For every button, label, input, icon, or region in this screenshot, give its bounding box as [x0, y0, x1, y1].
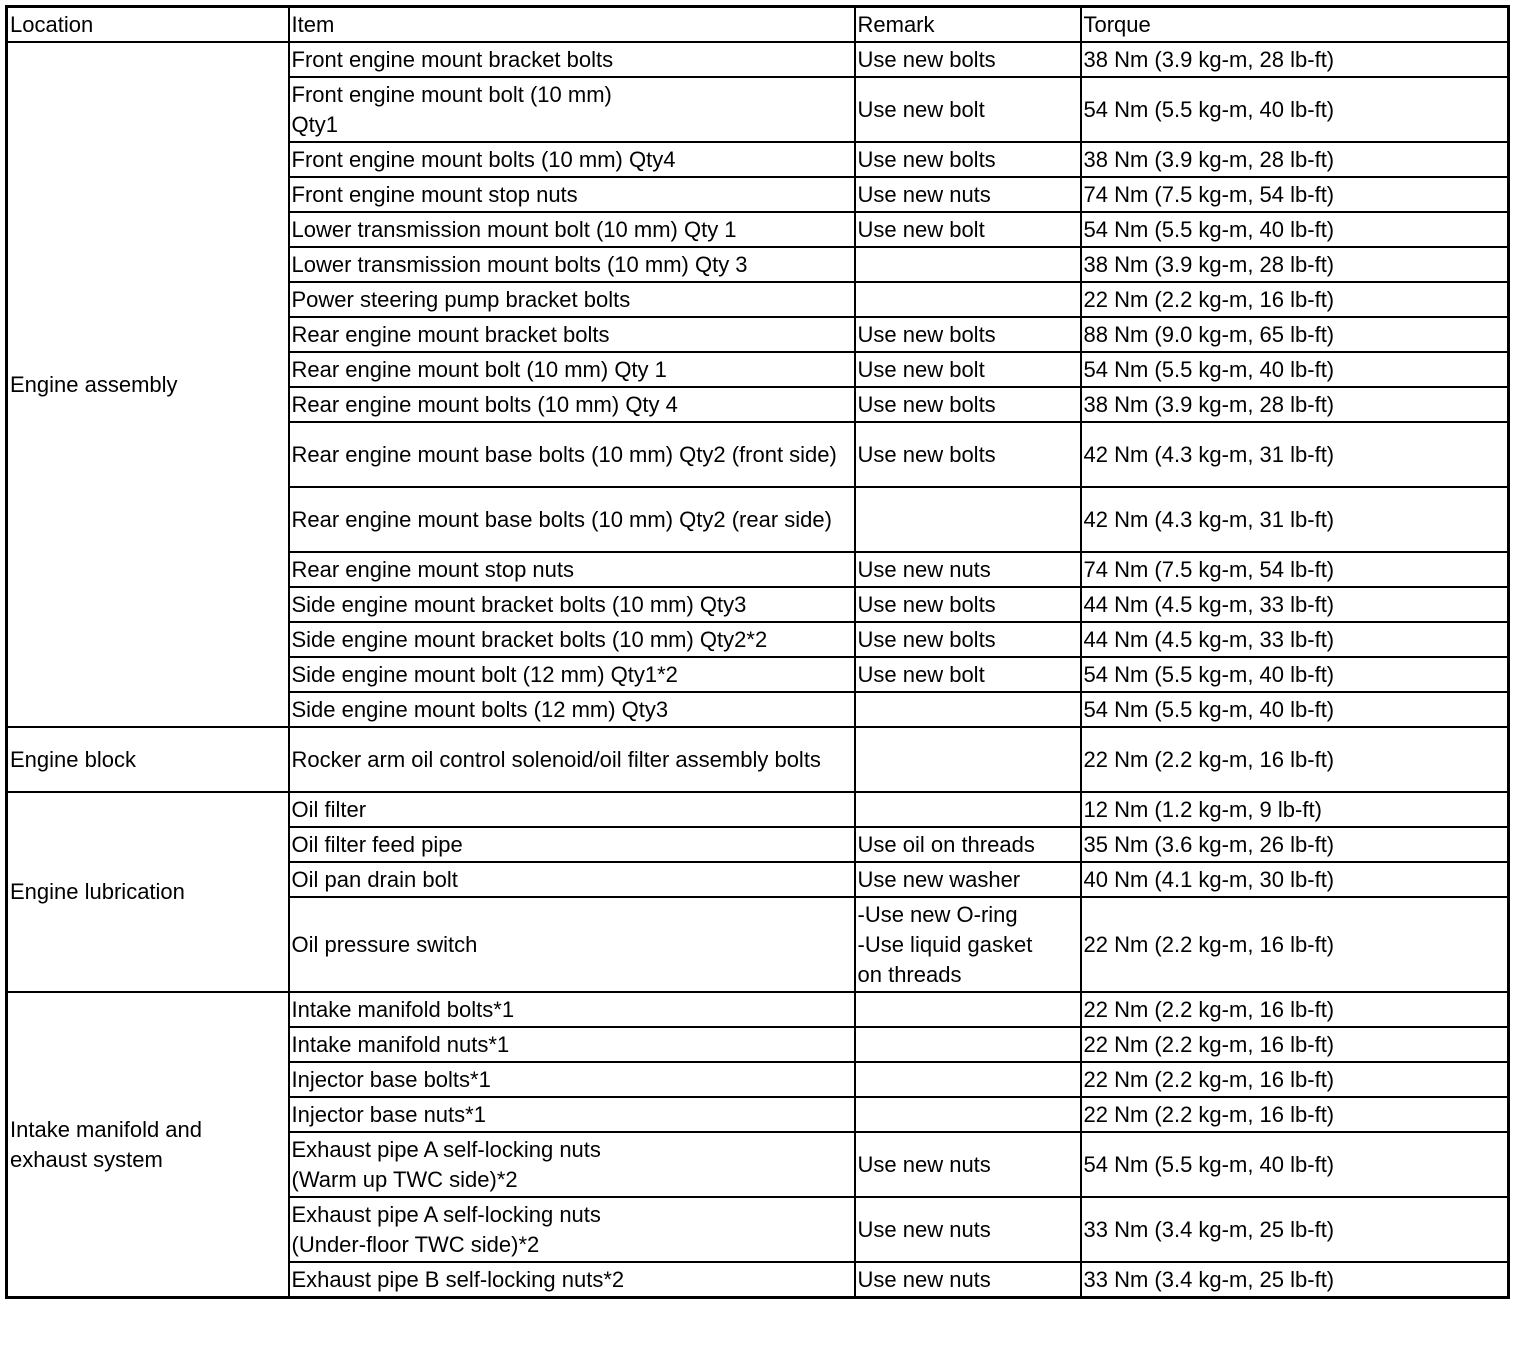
torque-cell: 54 Nm (5.5 kg-m, 40 lb-ft) [1081, 352, 1509, 387]
torque-spec-table [5, 5, 1510, 1299]
remark-cell: Use oil on threads [855, 827, 1081, 862]
remark-cell: Use new bolts [855, 622, 1081, 657]
table-row [7, 42, 1509, 77]
torque-cell: 22 Nm (2.2 kg-m, 16 lb-ft) [1081, 727, 1509, 792]
table-row [7, 792, 1509, 827]
remark-cell [855, 487, 1081, 552]
torque-cell: 35 Nm (3.6 kg-m, 26 lb-ft) [1081, 827, 1509, 862]
remark-cell: Use new bolts [855, 42, 1081, 77]
torque-cell: 44 Nm (4.5 kg-m, 33 lb-ft) [1081, 587, 1509, 622]
remark-cell: Use new nuts [855, 552, 1081, 587]
item-cell: Intake manifold nuts*1 [289, 1027, 855, 1062]
torque-cell: 38 Nm (3.9 kg-m, 28 lb-ft) [1081, 247, 1509, 282]
torque-cell: 22 Nm (2.2 kg-m, 16 lb-ft) [1081, 282, 1509, 317]
torque-cell: 44 Nm (4.5 kg-m, 33 lb-ft) [1081, 622, 1509, 657]
remark-cell: Use new bolts [855, 422, 1081, 487]
item-cell: Rear engine mount bracket bolts [289, 317, 855, 352]
item-cell: Intake manifold bolts*1 [289, 992, 855, 1027]
item-cell: Side engine mount bolt (12 mm) Qty1*2 [289, 657, 855, 692]
location-cell: Intake manifold and exhaust system [7, 992, 289, 1298]
remark-cell: Use new nuts [855, 1132, 1081, 1197]
torque-cell: 38 Nm (3.9 kg-m, 28 lb-ft) [1081, 142, 1509, 177]
torque-cell: 22 Nm (2.2 kg-m, 16 lb-ft) [1081, 992, 1509, 1027]
item-cell: Exhaust pipe B self-locking nuts*2 [289, 1262, 855, 1298]
item-cell: Oil filter [289, 792, 855, 827]
location-cell: Engine lubrication [7, 792, 289, 992]
table-row [7, 992, 1509, 1027]
location-cell: Engine block [7, 727, 289, 792]
torque-cell: 38 Nm (3.9 kg-m, 28 lb-ft) [1081, 42, 1509, 77]
torque-cell: 88 Nm (9.0 kg-m, 65 lb-ft) [1081, 317, 1509, 352]
remark-cell: Use new nuts [855, 177, 1081, 212]
remark-cell [855, 1097, 1081, 1132]
remark-cell [855, 247, 1081, 282]
table-body [7, 7, 1509, 1298]
torque-cell: 54 Nm (5.5 kg-m, 40 lb-ft) [1081, 77, 1509, 142]
torque-cell: 42 Nm (4.3 kg-m, 31 lb-ft) [1081, 422, 1509, 487]
remark-cell: -Use new O-ring -Use liquid gasket on threads [855, 897, 1081, 992]
item-cell: Oil filter feed pipe [289, 827, 855, 862]
item-cell: Oil pan drain bolt [289, 862, 855, 897]
remark-cell [855, 692, 1081, 727]
torque-cell: 54 Nm (5.5 kg-m, 40 lb-ft) [1081, 692, 1509, 727]
item-cell: Oil pressure switch [289, 897, 855, 992]
remark-cell: Use new nuts [855, 1197, 1081, 1262]
torque-cell: 33 Nm (3.4 kg-m, 25 lb-ft) [1081, 1262, 1509, 1298]
remark-cell: Use new bolts [855, 317, 1081, 352]
remark-cell [855, 992, 1081, 1027]
item-cell: Power steering pump bracket bolts [289, 282, 855, 317]
item-cell: Rear engine mount bolt (10 mm) Qty 1 [289, 352, 855, 387]
torque-cell: 22 Nm (2.2 kg-m, 16 lb-ft) [1081, 897, 1509, 992]
torque-cell: 54 Nm (5.5 kg-m, 40 lb-ft) [1081, 657, 1509, 692]
item-cell: Exhaust pipe A self-locking nuts (Under-floor TWC side)*2 [289, 1197, 855, 1262]
item-cell: Exhaust pipe A self-locking nuts (Warm up TWC side)*2 [289, 1132, 855, 1197]
header-remark: Remark [855, 7, 1081, 43]
torque-cell: 22 Nm (2.2 kg-m, 16 lb-ft) [1081, 1027, 1509, 1062]
torque-cell: 42 Nm (4.3 kg-m, 31 lb-ft) [1081, 487, 1509, 552]
header-location: Location [7, 7, 289, 43]
torque-cell: 12 Nm (1.2 kg-m, 9 lb-ft) [1081, 792, 1509, 827]
location-cell: Engine assembly [7, 42, 289, 727]
torque-cell: 38 Nm (3.9 kg-m, 28 lb-ft) [1081, 387, 1509, 422]
remark-cell [855, 1027, 1081, 1062]
header-item: Item [289, 7, 855, 43]
remark-cell: Use new bolts [855, 142, 1081, 177]
header-row [7, 7, 1509, 43]
item-cell: Injector base nuts*1 [289, 1097, 855, 1132]
item-cell: Front engine mount stop nuts [289, 177, 855, 212]
item-cell: Side engine mount bracket bolts (10 mm) Qty3 [289, 587, 855, 622]
remark-cell: Use new bolts [855, 387, 1081, 422]
item-cell: Front engine mount bolt (10 mm) Qty1 [289, 77, 855, 142]
torque-cell: 40 Nm (4.1 kg-m, 30 lb-ft) [1081, 862, 1509, 897]
item-cell: Rear engine mount base bolts (10 mm) Qty2 (rear side) [289, 487, 855, 552]
torque-cell: 54 Nm (5.5 kg-m, 40 lb-ft) [1081, 1132, 1509, 1197]
remark-cell: Use new washer [855, 862, 1081, 897]
torque-cell: 74 Nm (7.5 kg-m, 54 lb-ft) [1081, 177, 1509, 212]
remark-cell: Use new bolt [855, 77, 1081, 142]
torque-cell: 74 Nm (7.5 kg-m, 54 lb-ft) [1081, 552, 1509, 587]
remark-cell [855, 1062, 1081, 1097]
remark-cell [855, 282, 1081, 317]
remark-cell: Use new bolt [855, 657, 1081, 692]
torque-cell: 54 Nm (5.5 kg-m, 40 lb-ft) [1081, 212, 1509, 247]
item-cell: Rear engine mount base bolts (10 mm) Qty2 (front side) [289, 422, 855, 487]
remark-cell [855, 792, 1081, 827]
item-cell: Lower transmission mount bolt (10 mm) Qty 1 [289, 212, 855, 247]
item-cell: Rear engine mount stop nuts [289, 552, 855, 587]
item-cell: Lower transmission mount bolts (10 mm) Qty 3 [289, 247, 855, 282]
torque-cell: 22 Nm (2.2 kg-m, 16 lb-ft) [1081, 1097, 1509, 1132]
item-cell: Front engine mount bracket bolts [289, 42, 855, 77]
item-cell: Side engine mount bracket bolts (10 mm) Qty2*2 [289, 622, 855, 657]
torque-cell: 22 Nm (2.2 kg-m, 16 lb-ft) [1081, 1062, 1509, 1097]
item-cell: Side engine mount bolts (12 mm) Qty3 [289, 692, 855, 727]
remark-cell [855, 727, 1081, 792]
table-row [7, 727, 1509, 792]
item-cell: Front engine mount bolts (10 mm) Qty4 [289, 142, 855, 177]
torque-cell: 33 Nm (3.4 kg-m, 25 lb-ft) [1081, 1197, 1509, 1262]
item-cell: Injector base bolts*1 [289, 1062, 855, 1097]
header-torque: Torque [1081, 7, 1509, 43]
remark-cell: Use new bolt [855, 212, 1081, 247]
remark-cell: Use new nuts [855, 1262, 1081, 1298]
remark-cell: Use new bolts [855, 587, 1081, 622]
remark-cell: Use new bolt [855, 352, 1081, 387]
item-cell: Rear engine mount bolts (10 mm) Qty 4 [289, 387, 855, 422]
item-cell: Rocker arm oil control solenoid/oil filter assembly bolts [289, 727, 855, 792]
